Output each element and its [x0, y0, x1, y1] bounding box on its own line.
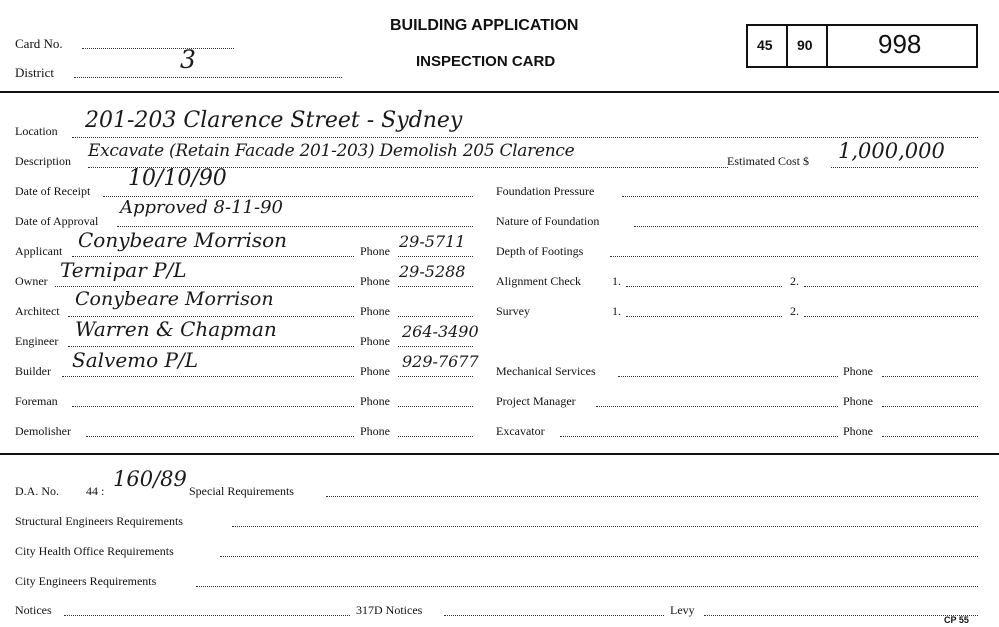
estimated-cost-value: 1,000,000 — [838, 139, 945, 163]
mechanical-field[interactable] — [618, 376, 838, 377]
owner-field[interactable] — [55, 286, 354, 287]
mechanical-label: Mechanical Services — [496, 364, 596, 378]
survey-one-label: 1. — [612, 304, 621, 318]
applicant-phone-field[interactable] — [398, 256, 473, 257]
owner-label: Owner — [15, 274, 48, 288]
engineer-phone-field[interactable] — [398, 346, 473, 347]
levy-label: Levy — [670, 603, 695, 617]
owner-value: Ternipar P/L — [60, 258, 187, 282]
notices-label: Notices — [15, 603, 52, 617]
demolisher-label: Demolisher — [15, 424, 71, 438]
district-label: District — [15, 65, 54, 80]
engineer-phone-value: 264-3490 — [402, 322, 479, 341]
da-prefix: 44 : — [86, 484, 105, 498]
builder-field[interactable] — [62, 376, 354, 377]
engineer-value: Warren & Chapman — [75, 317, 277, 341]
applicant-field[interactable] — [72, 256, 354, 257]
demolisher-phone-label: Phone — [360, 424, 390, 438]
lower-divider — [0, 453, 999, 455]
owner-phone-field[interactable] — [398, 286, 473, 287]
foreman-label: Foreman — [15, 394, 58, 408]
structural-label: Structural Engineers Requirements — [15, 514, 183, 528]
architect-phone-label: Phone — [360, 304, 390, 318]
reference-divider-2 — [826, 26, 828, 66]
applicant-label: Applicant — [15, 244, 63, 258]
special-requirements-field[interactable] — [326, 496, 978, 497]
depth-footings-label: Depth of Footings — [496, 244, 584, 258]
structural-field[interactable] — [232, 526, 978, 527]
foreman-phone-label: Phone — [360, 394, 390, 408]
title-line-2: INSPECTION CARD — [416, 53, 556, 70]
architect-label: Architect — [15, 304, 60, 318]
builder-phone-value: 929-7677 — [402, 352, 479, 371]
alignment-two-label: 2. — [790, 274, 799, 288]
survey-label: Survey — [496, 304, 530, 318]
estimated-cost-field[interactable] — [831, 167, 978, 168]
demolisher-phone-field[interactable] — [398, 436, 473, 437]
approval-label: Date of Approval — [15, 214, 99, 228]
reference-a: 45 — [757, 37, 773, 53]
nature-foundation-field[interactable] — [634, 226, 978, 227]
reference-divider-1 — [786, 26, 788, 66]
engineer-phone-label: Phone — [360, 334, 390, 348]
engineer-label: Engineer — [15, 334, 59, 348]
survey-two-field[interactable] — [804, 316, 978, 317]
owner-phone-value: 29-5288 — [399, 262, 466, 281]
levy-field[interactable] — [704, 615, 978, 616]
foreman-phone-field[interactable] — [398, 406, 473, 407]
builder-value: Salvemo P/L — [72, 348, 198, 372]
mechanical-phone-label: Phone — [843, 364, 873, 378]
nature-foundation-label: Nature of Foundation — [496, 214, 600, 228]
alignment-label: Alignment Check — [496, 274, 581, 288]
engineer-field[interactable] — [68, 346, 354, 347]
reference-c: 998 — [878, 29, 922, 59]
notices-field[interactable] — [64, 615, 350, 616]
builder-label: Builder — [15, 364, 51, 378]
location-label: Location — [15, 124, 58, 138]
project-manager-label: Project Manager — [496, 394, 576, 408]
da-label: D.A. No. — [15, 484, 59, 498]
project-manager-phone-field[interactable] — [882, 406, 978, 407]
builder-phone-field[interactable] — [398, 376, 473, 377]
description-label: Description — [15, 154, 71, 168]
excavator-phone-label: Phone — [843, 424, 873, 438]
estimated-cost-label: Estimated Cost $ — [727, 154, 809, 168]
approval-value: Approved 8-11-90 — [120, 197, 283, 218]
card-no-field[interactable] — [82, 48, 234, 49]
survey-one-field[interactable] — [626, 316, 782, 317]
foreman-field[interactable] — [72, 406, 354, 407]
da-value: 160/89 — [113, 467, 187, 491]
project-manager-phone-label: Phone — [843, 394, 873, 408]
approval-field[interactable] — [117, 226, 473, 227]
alignment-one-field[interactable] — [626, 286, 782, 287]
foundation-pressure-field[interactable] — [622, 196, 978, 197]
alignment-two-field[interactable] — [804, 286, 978, 287]
demolisher-field[interactable] — [86, 436, 354, 437]
location-value: 201-203 Clarence Street - Sydney — [85, 108, 463, 133]
architect-phone-field[interactable] — [398, 316, 473, 317]
survey-two-label: 2. — [790, 304, 799, 318]
district-value: 3 — [180, 45, 196, 74]
mechanical-phone-field[interactable] — [882, 376, 978, 377]
foundation-pressure-label: Foundation Pressure — [496, 184, 595, 198]
notices-317d-field[interactable] — [444, 615, 664, 616]
health-label: City Health Office Requirements — [15, 544, 174, 558]
applicant-value: Conybeare Morrison — [78, 228, 288, 252]
receipt-label: Date of Receipt — [15, 184, 91, 198]
excavator-phone-field[interactable] — [882, 436, 978, 437]
form-code: CP 55 — [944, 615, 969, 625]
excavator-field[interactable] — [560, 436, 838, 437]
receipt-value: 10/10/90 — [128, 166, 227, 191]
header-divider — [0, 91, 999, 93]
special-requirements-label: Special Requirements — [189, 484, 294, 498]
district-field[interactable] — [74, 77, 342, 78]
applicant-phone-value: 29-5711 — [399, 232, 466, 251]
builder-phone-label: Phone — [360, 364, 390, 378]
description-value: Excavate (Retain Facade 201-203) Demolish 205 Clarence — [88, 141, 575, 161]
project-manager-field[interactable] — [596, 406, 838, 407]
card-no-label: Card No. — [15, 36, 63, 51]
engineers-field[interactable] — [196, 586, 978, 587]
architect-value: Conybeare Morrison — [75, 288, 274, 310]
engineers-label: City Engineers Requirements — [15, 574, 157, 588]
notices-317d-label: 317D Notices — [356, 603, 423, 617]
title-line-1: BUILDING APPLICATION — [390, 17, 579, 34]
reference-b: 90 — [797, 37, 813, 53]
reference-box — [746, 24, 978, 68]
excavator-label: Excavator — [496, 424, 545, 438]
location-field[interactable] — [72, 137, 978, 138]
health-field[interactable] — [220, 556, 978, 557]
owner-phone-label: Phone — [360, 274, 390, 288]
alignment-one-label: 1. — [612, 274, 621, 288]
applicant-phone-label: Phone — [360, 244, 390, 258]
depth-footings-field[interactable] — [610, 256, 978, 257]
